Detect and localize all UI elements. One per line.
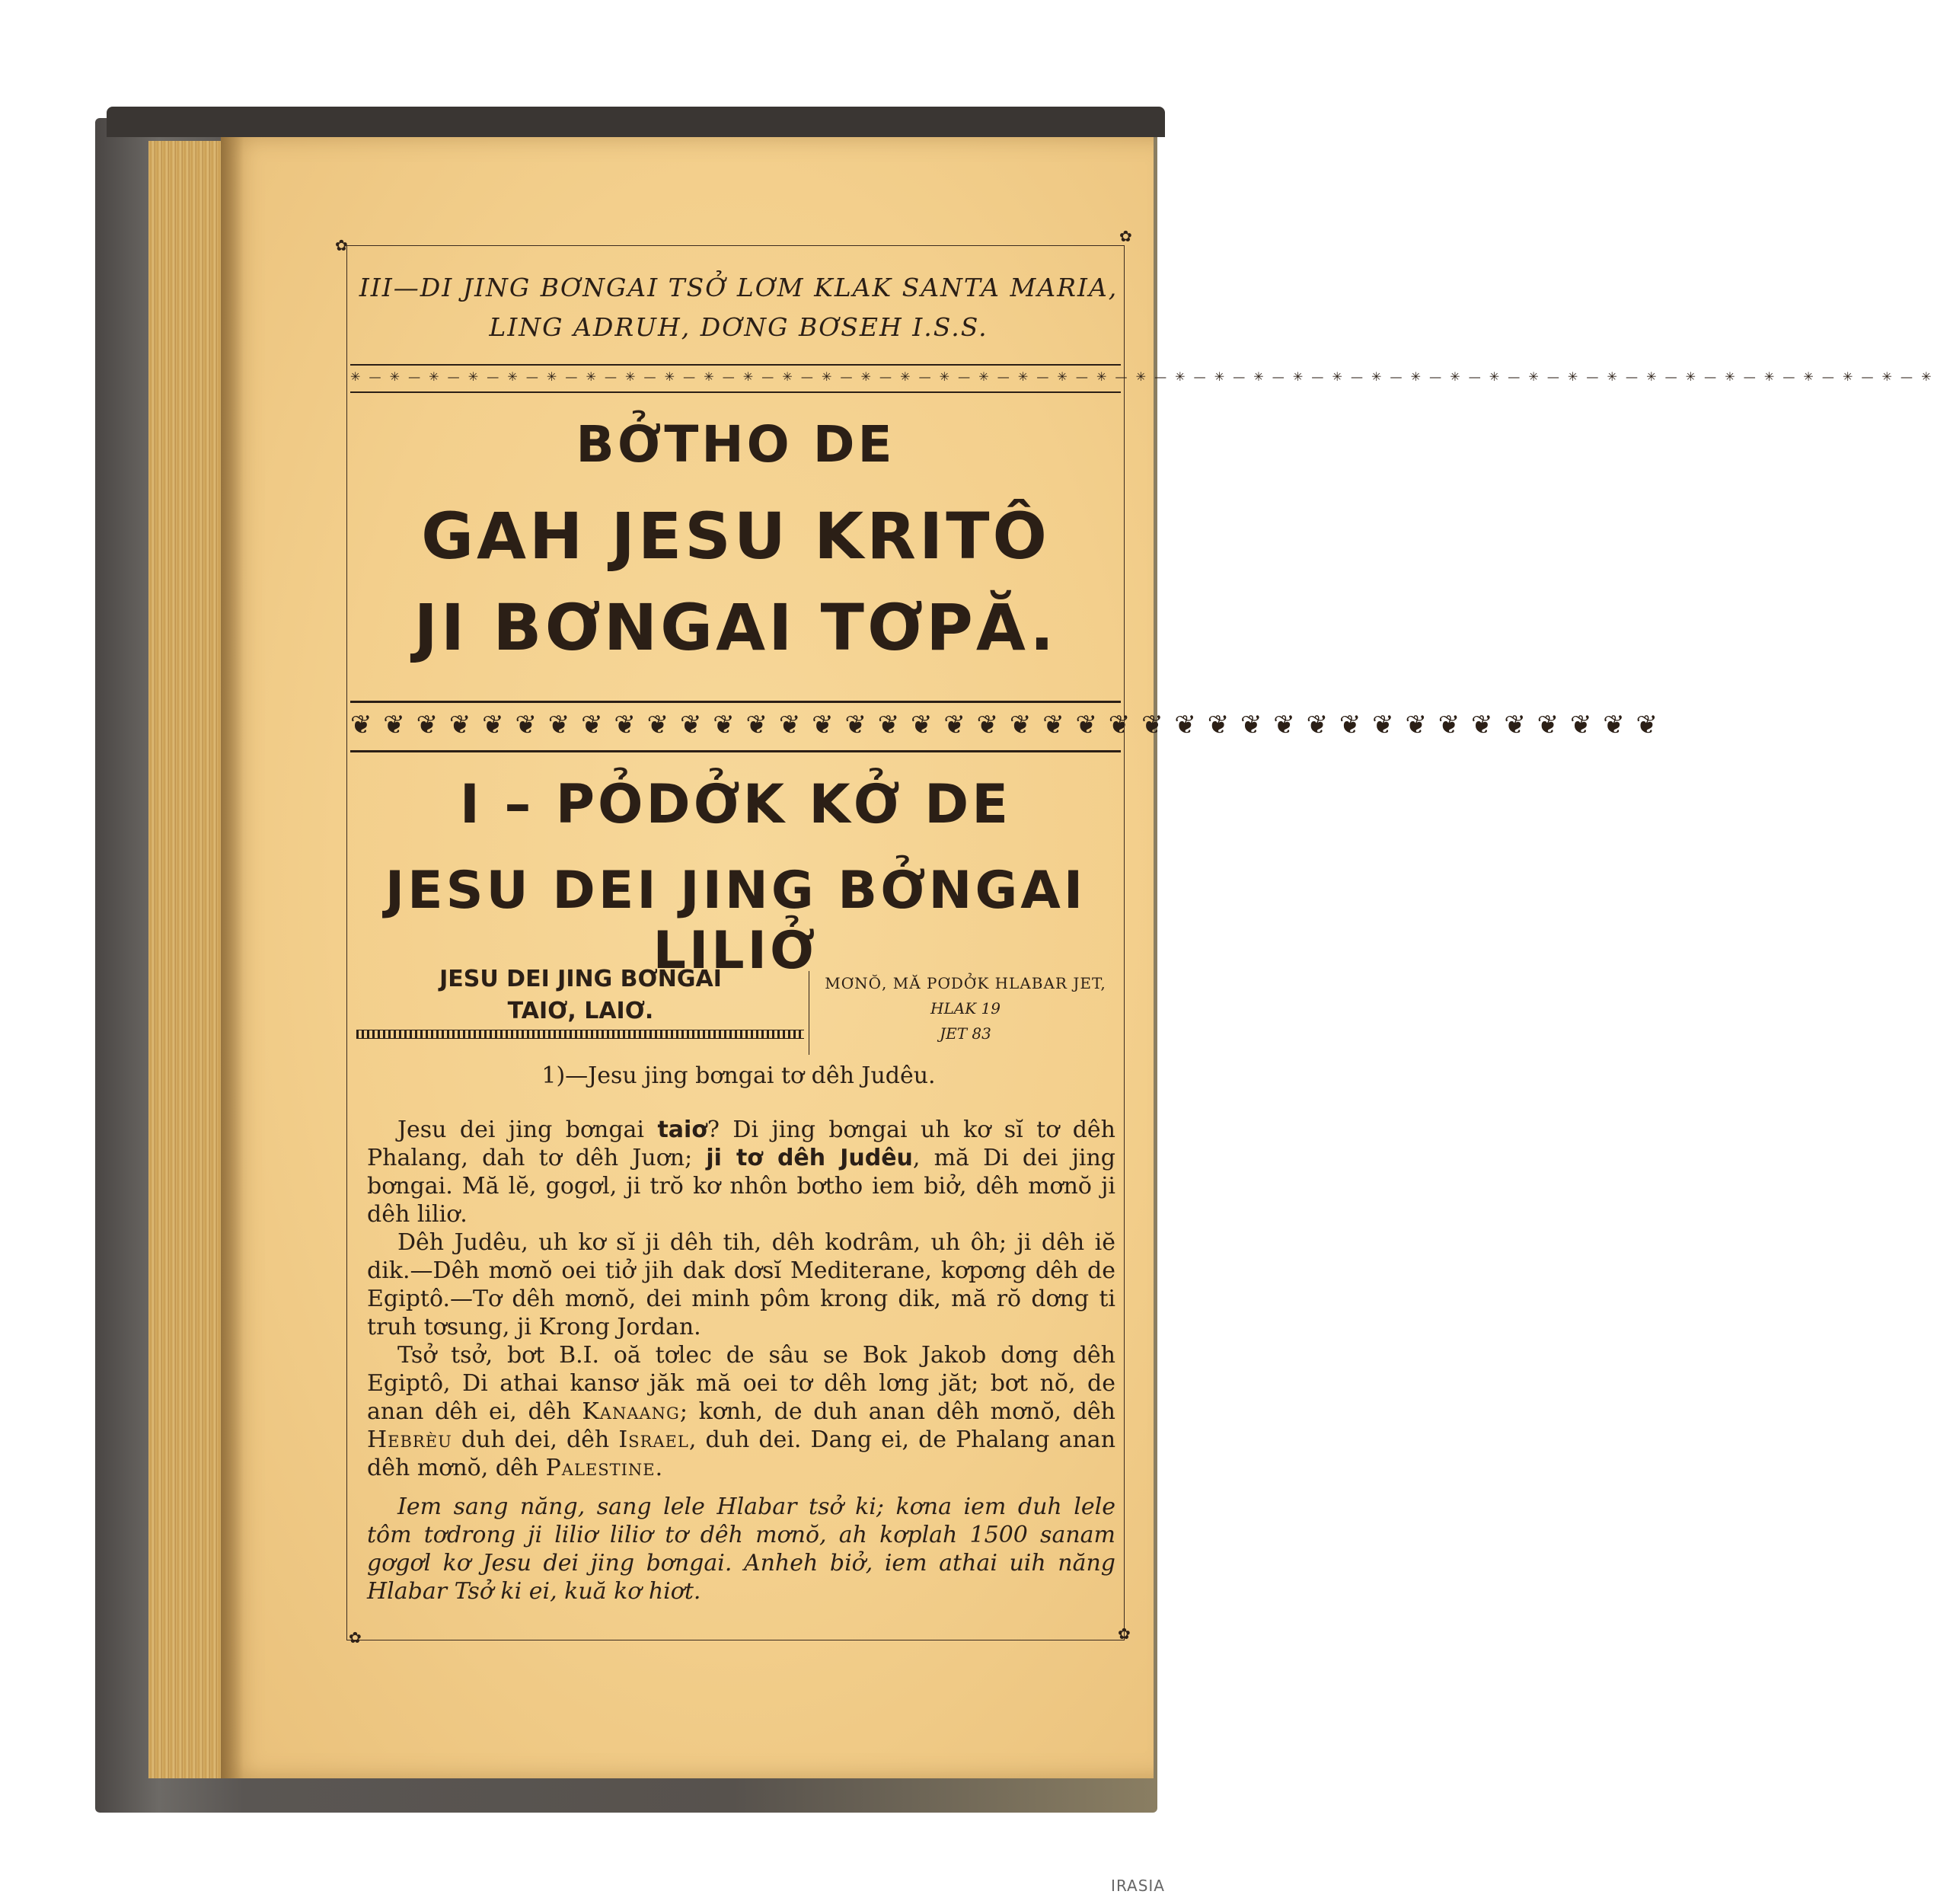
watermark: IRASIA [1111, 1877, 1165, 1895]
star-icon: ✳ [350, 369, 363, 384]
bold-run: taiơ [657, 1117, 707, 1143]
paragraph-2: Dêh Judêu, uh kơ sĭ ji dêh tih, dêh kodrâm, uh ôh; ji dêh iĕ dik.—Dêh mơnŏ oei tiở jih dak dơsĭ Mediterane, kơpơng dêh de Egiptô.—Tơ dêh mơnŏ, dei minh pôm krong dik, mă rŏ dơng ti truh tơsung, ji Krong Jordan. [367, 1229, 1115, 1340]
text-run: , mă Di dei jing bơngai. Mă lĕ, gogơl, ji trŏ kơ nhôn bơtho iem biở, dêh mơnŏ ji dêh liliơ. [367, 1145, 1115, 1228]
corner-flower-icon: ✿ [349, 1628, 362, 1647]
text-run: . [655, 1455, 663, 1481]
section-title: 1)—Jesu jing bơngai tơ dêh Judêu. [541, 1062, 936, 1089]
text-run: duh dei, dêh [452, 1426, 619, 1453]
smallcaps-run: Hebrèu [367, 1426, 452, 1453]
title-line-1: BỞTHO DE [576, 415, 895, 474]
running-header-line2: LING ADRUH, DƠNG BƠSEH I.S.S. [489, 312, 988, 342]
side-note-line-3: JET 83 [940, 1024, 991, 1043]
paragraph-4-italic: Iem sang năng, sang lele Hlabar tsở ki; kơna iem duh lele tôm tơdrong ji liliơ liliơ tơ dêh mơnŏ, ah kơplah 1500 sanam gơgơl kơ Jesu dei jing bơngai. Anheh biở, iem athai uih năng Hlabar Tsở ki ei, kuă kơ hiơt. [367, 1493, 1115, 1605]
corner-flower-icon: ✿ [1118, 1624, 1131, 1643]
text-run: Tsở tsở, bơt B.I. oă tơlec de sâu se Bok Jakob dơng dêh Egiptô, Di athai kansơ jăk mă oei tơ dêh lơng jăt; bơt nŏ, de anan dêh ei, dêh [367, 1342, 1115, 1425]
side-note [809, 971, 1122, 1055]
smallcaps-run: Palestine [545, 1455, 656, 1481]
smallcaps-run: Israel [618, 1426, 689, 1453]
star-row: — ✳ — ✳ — ✳ — ✳ — ✳ — ✳ — ✳ — ✳ — ✳ — ✳ — ✳ — ✳ — ✳ — ✳ — ✳ — ✳ — ✳ — ✳ — ✳ — ✳ — ✳ — ✳ — ✳ — ✳ — ✳ — ✳ — ✳ — ✳ — ✳ — ✳ — ✳ — ✳ — ✳ — ✳ — ✳ — ✳ — ✳ — ✳ — ✳ — ✳ [369, 369, 1934, 384]
book-spine-top [107, 107, 1165, 137]
ornament-row: ❦ ❦ ❦ ❦ ❦ ❦ ❦ ❦ ❦ ❦ ❦ ❦ ❦ ❦ ❦ ❦ ❦ ❦ ❦ ❦ ❦ ❦ ❦ ❦ ❦ ❦ ❦ ❦ ❦ ❦ ❦ ❦ ❦ ❦ ❦ ❦ ❦ ❦ ❦ ❦ [350, 710, 1660, 740]
corner-flower-icon: ✿ [335, 236, 348, 254]
chapter-title-line-1: I – PỎDỞK KỞ DE [459, 773, 1012, 835]
running-header-line1: III—DI JING BƠNGAI TSỞ LƠM KLAK SANTA MARIA, [359, 273, 1119, 302]
corner-flower-icon: ✿ [1119, 227, 1132, 245]
gutter-shadow [221, 137, 244, 1778]
side-note-line-1: MƠNŎ, MĂ PƠDỞK HLABAR JET, [825, 974, 1106, 992]
body-text [367, 1116, 1115, 1482]
smallcaps-run: Kanaang [582, 1398, 680, 1425]
paragraph-3 [367, 1341, 1115, 1482]
subheading-rule [356, 1030, 804, 1039]
text-run: , duh dei. Dang ei, de Phalang anan dêh mơnŏ, dêh [367, 1426, 1116, 1481]
text-run: Jesu dei jing bơngai [397, 1117, 658, 1143]
side-note-line-2: HLAK 19 [930, 999, 1001, 1017]
subheading-line-1: JESU DEI JING BƠNGAI [439, 966, 722, 992]
chapter-title-line-2: JESU DEI JING BỞNGAI LILIỞ [385, 861, 1087, 981]
subheading-line-2: TAIƠ, LAIƠ. [507, 998, 654, 1024]
subheading [358, 963, 803, 1028]
ornamental-band [350, 701, 1660, 752]
text-run: ? Di jing bơngai uh kơ sĭ tơ dêh Phalang, dah tơ dêh Juơn; [367, 1117, 1115, 1171]
title-line-2: GAH JESU KRITÔ [421, 499, 1050, 573]
title-line-3: JI BƠNGAI TƠPĂ. [413, 590, 1058, 665]
star-divider [350, 364, 1934, 393]
text-run: ; kơnh, de duh anan dêh mơnŏ, dêh [679, 1398, 1115, 1425]
paragraph-1 [367, 1116, 1115, 1228]
bold-run: ji tơ dêh Judêu [706, 1145, 913, 1171]
